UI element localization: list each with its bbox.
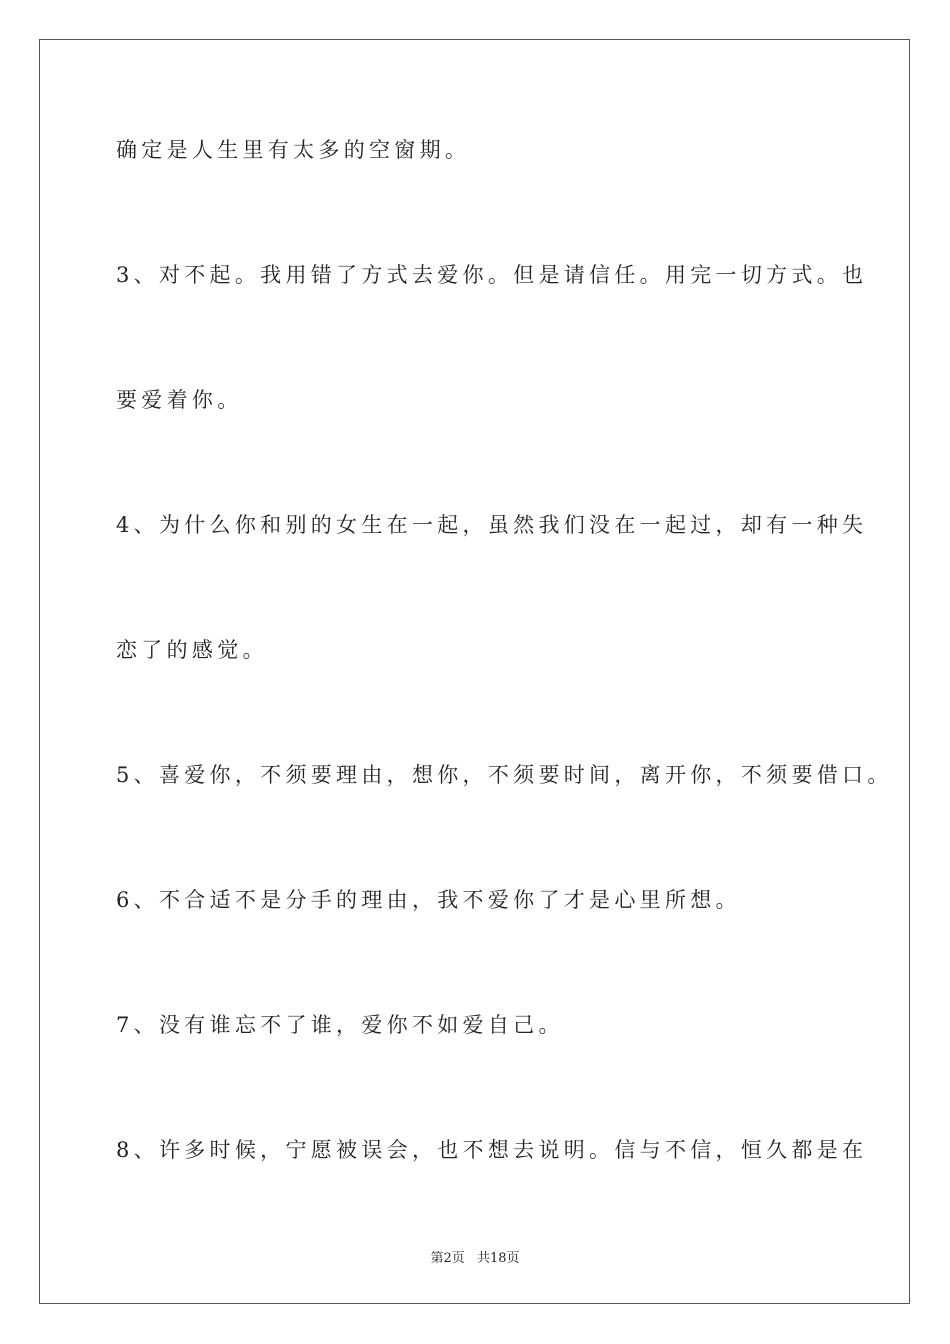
page-border <box>39 39 910 1304</box>
text-line: 4、为什么你和别的女生在一起，虽然我们没在一起过，却有一种失 <box>116 513 868 537</box>
text-line: 3、对不起。我用错了方式去爱你。但是请信任。用完一切方式。也 <box>116 263 868 287</box>
page-total: 共18页 <box>476 1251 520 1266</box>
text-line: 8、许多时候，宁愿被误会，也不想去说明。信与不信，恒久都是在 <box>116 1138 868 1162</box>
text-line: 恋了的感觉。 <box>116 638 268 662</box>
text-line: 要爱着你。 <box>116 388 243 412</box>
text-line: 5、喜爱你，不须要理由，想你，不须要时间，离开你，不须要借口。 <box>116 763 893 787</box>
text-line: 6、不合适不是分手的理由，我不爱你了才是心里所想。 <box>116 888 741 912</box>
text-line: 7、没有谁忘不了谁，爱你不如爱自己。 <box>116 1013 564 1037</box>
page-number: 第2页 <box>430 1251 465 1266</box>
text-line: 确定是人生里有太多的空窗期。 <box>116 138 471 162</box>
page-footer <box>0 1247 950 1266</box>
